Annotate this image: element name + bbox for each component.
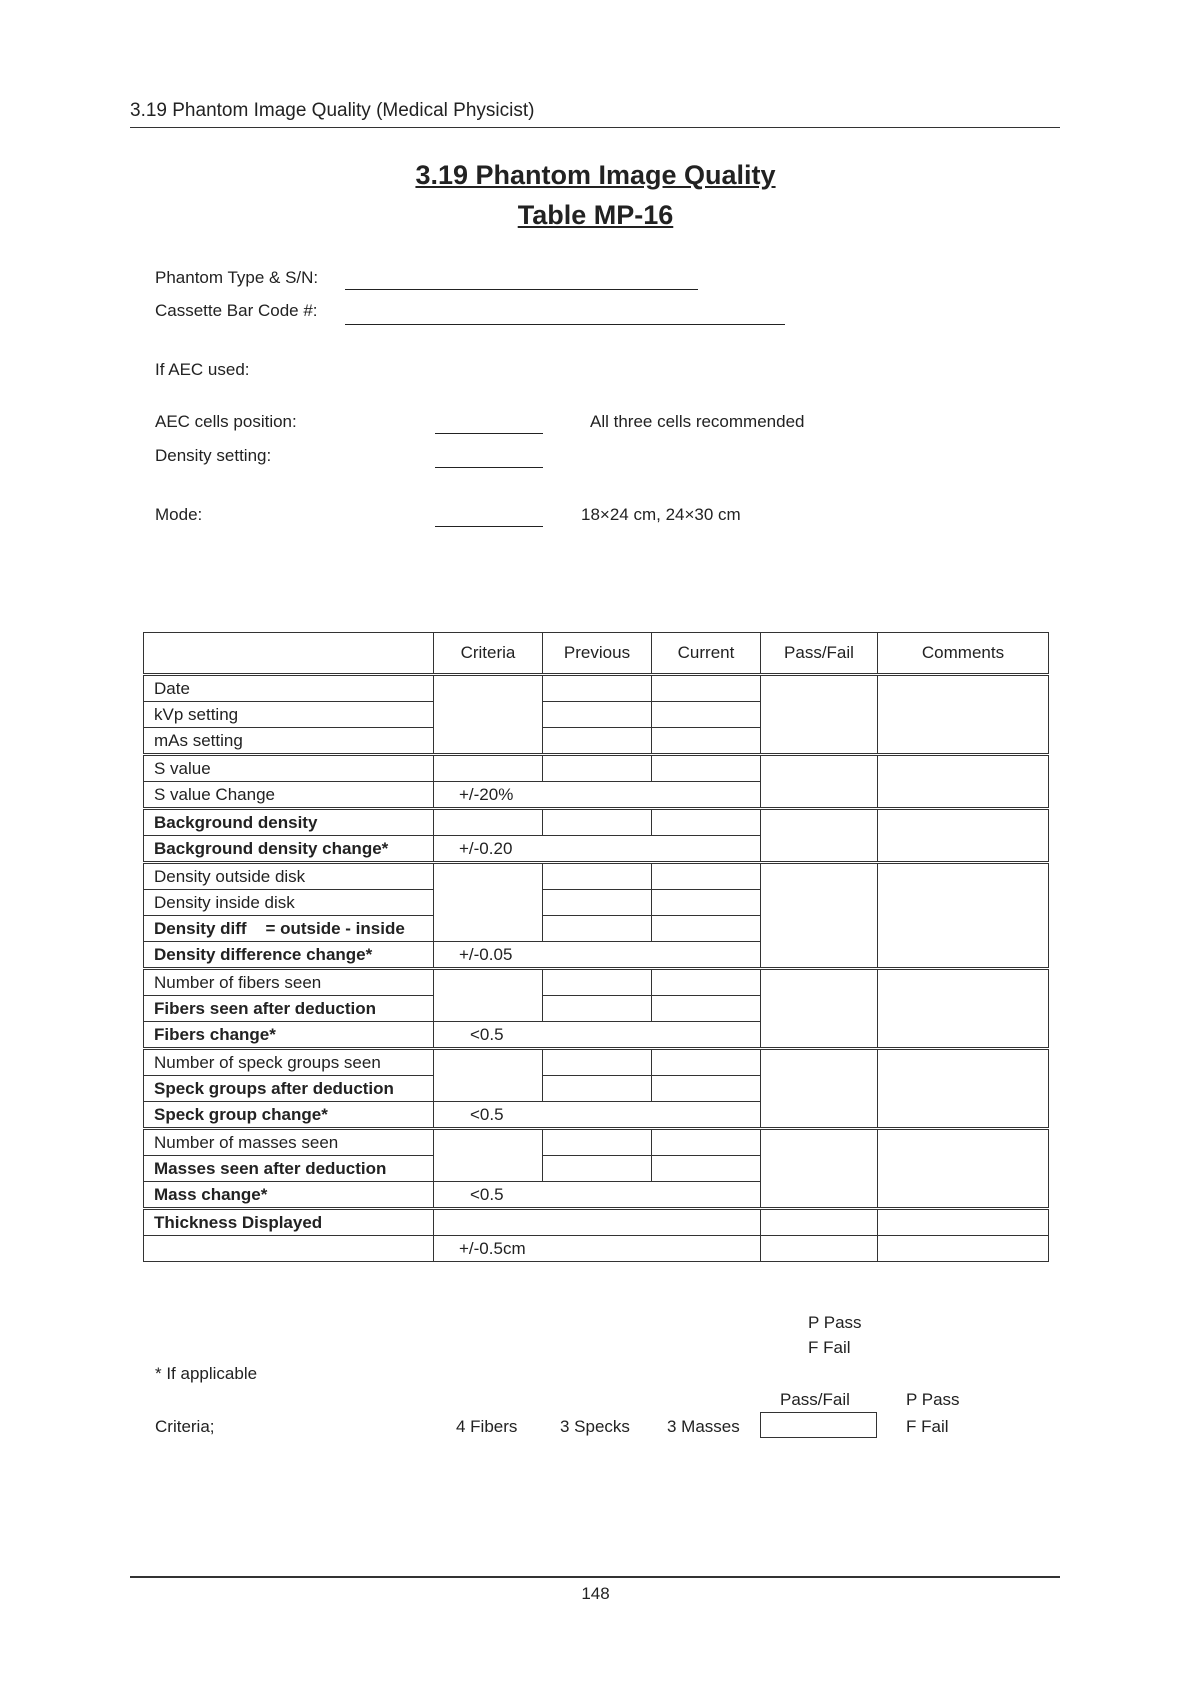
comments-cell[interactable] bbox=[878, 1209, 1049, 1236]
table-row bbox=[144, 1049, 1049, 1076]
header-comments: Comments bbox=[878, 633, 1049, 675]
table-header-row bbox=[144, 633, 1049, 675]
comments-cell[interactable] bbox=[878, 863, 1049, 969]
current-cell[interactable] bbox=[652, 702, 761, 728]
criteria-cell bbox=[434, 675, 543, 755]
criteria-cell bbox=[434, 1049, 543, 1102]
row-label: Thickness Displayed bbox=[144, 1209, 434, 1236]
header-pass-fail: Pass/Fail bbox=[761, 633, 878, 675]
criteria-cell bbox=[434, 755, 543, 782]
thickness-value-cell[interactable] bbox=[434, 1209, 761, 1236]
header-blank bbox=[144, 633, 434, 675]
comments-cell[interactable] bbox=[878, 755, 1049, 809]
row-label: Number of masses seen bbox=[144, 1129, 434, 1156]
criteria-value: <0.5 bbox=[434, 1022, 761, 1049]
current-cell[interactable] bbox=[652, 809, 761, 836]
phantom-field[interactable] bbox=[345, 289, 698, 290]
row-label: Date bbox=[144, 675, 434, 702]
pass-fail-cell[interactable] bbox=[761, 755, 878, 809]
criteria-value: +/-0.20 bbox=[434, 836, 761, 863]
current-cell[interactable] bbox=[652, 1156, 761, 1182]
comments-cell[interactable] bbox=[878, 1236, 1049, 1262]
table-row bbox=[144, 863, 1049, 890]
criteria-value: +/-0.05 bbox=[434, 942, 761, 969]
previous-cell[interactable] bbox=[543, 702, 652, 728]
criteria-value: +/-20% bbox=[434, 782, 761, 809]
footer-rule bbox=[130, 1576, 1060, 1578]
pass-fail-cell[interactable] bbox=[761, 1049, 878, 1129]
row-label: Masses seen after deduction bbox=[144, 1156, 434, 1182]
comments-cell[interactable] bbox=[878, 1129, 1049, 1209]
current-cell[interactable] bbox=[652, 863, 761, 890]
previous-cell[interactable] bbox=[543, 755, 652, 782]
pass-fail-cell[interactable] bbox=[761, 969, 878, 1049]
criteria-value: <0.5 bbox=[434, 1102, 761, 1129]
row-label: Fibers change* bbox=[144, 1022, 434, 1049]
current-cell[interactable] bbox=[652, 996, 761, 1022]
current-cell[interactable] bbox=[652, 755, 761, 782]
phantom-label: Phantom Type & S/N: bbox=[155, 268, 319, 287]
previous-cell[interactable] bbox=[543, 1049, 652, 1076]
comments-cell[interactable] bbox=[878, 1049, 1049, 1129]
pass-fail-cell[interactable] bbox=[761, 809, 878, 863]
row-label: S value bbox=[144, 755, 434, 782]
criteria-cell bbox=[434, 969, 543, 1022]
cassette-field[interactable] bbox=[345, 324, 785, 325]
previous-cell[interactable] bbox=[543, 969, 652, 996]
mode-field[interactable] bbox=[435, 526, 543, 527]
row-label: Mass change* bbox=[144, 1182, 434, 1209]
row-label: Density diff = outside - inside bbox=[144, 916, 434, 942]
page-number: 148 bbox=[581, 1584, 610, 1603]
row-label-blank bbox=[144, 1236, 434, 1262]
pass-fail-cell[interactable] bbox=[761, 863, 878, 969]
current-cell[interactable] bbox=[652, 1076, 761, 1102]
previous-cell[interactable] bbox=[543, 916, 652, 942]
criteria-masses: 3 Masses bbox=[667, 1417, 740, 1436]
criteria-cell bbox=[434, 1129, 543, 1182]
header-previous: Previous bbox=[543, 633, 652, 675]
comments-cell[interactable] bbox=[878, 675, 1049, 755]
row-label: Fibers seen after deduction bbox=[144, 996, 434, 1022]
header-rule bbox=[130, 127, 1060, 128]
row-label: S value Change bbox=[144, 782, 434, 809]
legend-pass: P Pass bbox=[808, 1313, 862, 1332]
mode-label: Mode: bbox=[155, 505, 203, 524]
row-label: Density inside disk bbox=[144, 890, 434, 916]
header-current: Current bbox=[652, 633, 761, 675]
previous-cell[interactable] bbox=[543, 1076, 652, 1102]
previous-cell[interactable] bbox=[543, 996, 652, 1022]
previous-cell[interactable] bbox=[543, 890, 652, 916]
current-cell[interactable] bbox=[652, 969, 761, 996]
criteria-pass-fail-box[interactable] bbox=[760, 1412, 877, 1438]
aec-cells-field[interactable] bbox=[435, 433, 543, 434]
density-field[interactable] bbox=[435, 467, 543, 468]
row-label: Density outside disk bbox=[144, 863, 434, 890]
criteria-value: <0.5 bbox=[434, 1182, 761, 1209]
comments-cell[interactable] bbox=[878, 969, 1049, 1049]
row-label: Background density change* bbox=[144, 836, 434, 863]
quality-table bbox=[143, 632, 1049, 1262]
table-row bbox=[144, 809, 1049, 836]
table-row bbox=[144, 1209, 1049, 1236]
pass-fail-cell[interactable] bbox=[761, 675, 878, 755]
row-label: Background density bbox=[144, 809, 434, 836]
previous-cell[interactable] bbox=[543, 863, 652, 890]
current-cell[interactable] bbox=[652, 1129, 761, 1156]
comments-cell[interactable] bbox=[878, 809, 1049, 863]
criteria-pass-fail-label: Pass/Fail bbox=[780, 1390, 850, 1409]
current-cell[interactable] bbox=[652, 890, 761, 916]
row-label: Number of speck groups seen bbox=[144, 1049, 434, 1076]
previous-cell[interactable] bbox=[543, 1129, 652, 1156]
criteria-specks: 3 Specks bbox=[560, 1417, 630, 1436]
current-cell[interactable] bbox=[652, 916, 761, 942]
row-label: Speck group change* bbox=[144, 1102, 434, 1129]
aec-used-label: If AEC used: bbox=[155, 360, 250, 379]
criteria-cell bbox=[434, 863, 543, 942]
legend-fail: F Fail bbox=[808, 1338, 851, 1357]
header-criteria: Criteria bbox=[434, 633, 543, 675]
previous-cell[interactable] bbox=[543, 1156, 652, 1182]
previous-cell[interactable] bbox=[543, 675, 652, 702]
table-row bbox=[144, 675, 1049, 702]
density-label: Density setting: bbox=[155, 446, 272, 465]
mode-note: 18×24 cm, 24×30 cm bbox=[581, 505, 741, 524]
pass-fail-cell[interactable] bbox=[761, 1129, 878, 1209]
table-title: Table MP-16 bbox=[517, 200, 674, 230]
criteria-fibers: 4 Fibers bbox=[456, 1417, 518, 1436]
current-cell[interactable] bbox=[652, 1049, 761, 1076]
previous-cell[interactable] bbox=[543, 728, 652, 755]
row-label: mAs setting bbox=[144, 728, 434, 755]
row-label: Density difference change* bbox=[144, 942, 434, 969]
criteria-legend-fail: F Fail bbox=[906, 1417, 949, 1436]
criteria-legend-pass: P Pass bbox=[906, 1390, 960, 1409]
table-row bbox=[144, 969, 1049, 996]
criteria-value: +/-0.5cm bbox=[434, 1236, 761, 1262]
pass-fail-cell[interactable] bbox=[761, 1236, 878, 1262]
footnote: * If applicable bbox=[155, 1364, 258, 1383]
current-cell[interactable] bbox=[652, 728, 761, 755]
running-header: 3.19 Phantom Image Quality (Medical Physicist) bbox=[130, 100, 535, 121]
criteria-cell bbox=[434, 809, 543, 836]
cassette-label: Cassette Bar Code #: bbox=[155, 301, 318, 320]
aec-cells-note: All three cells recommended bbox=[590, 412, 805, 431]
table-row bbox=[144, 1129, 1049, 1156]
row-label: Speck groups after deduction bbox=[144, 1076, 434, 1102]
row-label: Number of fibers seen bbox=[144, 969, 434, 996]
page-title: 3.19 Phantom Image Quality bbox=[415, 160, 776, 190]
aec-cells-label: AEC cells position: bbox=[155, 412, 297, 431]
pass-fail-cell[interactable] bbox=[761, 1209, 878, 1236]
table-row bbox=[144, 1236, 1049, 1262]
previous-cell[interactable] bbox=[543, 809, 652, 836]
table-row bbox=[144, 755, 1049, 782]
current-cell[interactable] bbox=[652, 675, 761, 702]
row-label: kVp setting bbox=[144, 702, 434, 728]
criteria-label: Criteria; bbox=[155, 1417, 215, 1436]
